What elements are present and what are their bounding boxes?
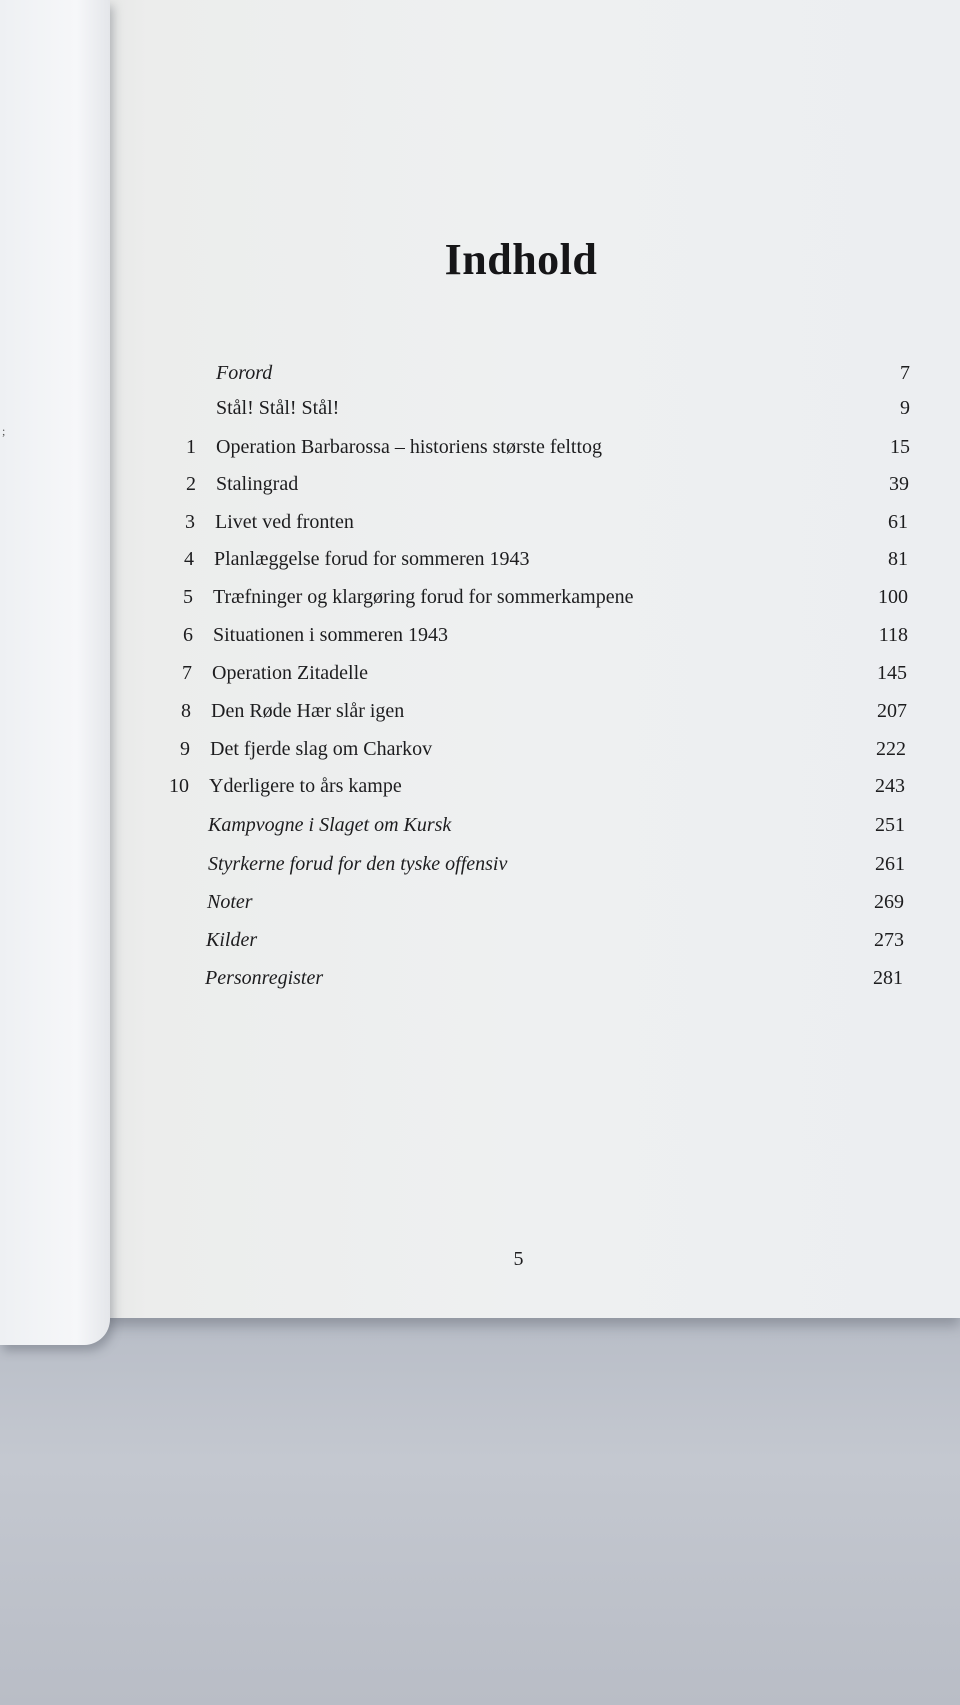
toc-page-number: 281 bbox=[873, 967, 903, 989]
toc-entry bbox=[169, 771, 905, 801]
toc-chapter-number: 7 bbox=[182, 662, 192, 684]
toc-chapter-title: Planlæggelse forud for sommeren 1943 bbox=[214, 548, 530, 570]
toc-page-number: 15 bbox=[890, 436, 910, 458]
toc-page-number: 145 bbox=[877, 662, 907, 684]
page-title: Indhold bbox=[444, 235, 598, 285]
toc-entry bbox=[176, 358, 910, 388]
toc-page-number: 61 bbox=[888, 511, 908, 533]
toc-entry bbox=[174, 544, 908, 574]
toc-entry bbox=[173, 582, 908, 612]
toc-chapter-title: Stalingrad bbox=[216, 473, 299, 495]
toc-page-number: 100 bbox=[878, 586, 908, 608]
toc-page-number: 81 bbox=[888, 548, 908, 570]
table-surface bbox=[0, 1300, 960, 1705]
toc-chapter-number: 6 bbox=[183, 624, 193, 646]
toc-chapter-title: Livet ved fronten bbox=[215, 511, 354, 533]
left-page-mark: ; bbox=[2, 424, 6, 438]
toc-chapter-number: 10 bbox=[169, 775, 189, 797]
toc-chapter-number: 1 bbox=[186, 436, 196, 458]
toc-chapter-number: 5 bbox=[183, 586, 193, 608]
page-number: 5 bbox=[513, 1248, 524, 1270]
toc-entry bbox=[176, 432, 910, 462]
toc-chapter-number: 4 bbox=[184, 548, 194, 570]
toc-page-number: 39 bbox=[889, 473, 909, 495]
toc-chapter-title: Træfninger og klargøring forud for sommerkampene bbox=[213, 586, 634, 608]
toc-chapter-title: Yderligere to års kampe bbox=[209, 775, 402, 797]
toc-entry bbox=[168, 849, 905, 879]
toc-entry bbox=[165, 963, 903, 993]
toc-page-number: 261 bbox=[875, 853, 905, 875]
toc-chapter-number: 8 bbox=[181, 700, 191, 722]
toc-chapter-title: Noter bbox=[207, 891, 253, 913]
toc-entry bbox=[170, 734, 906, 764]
toc-entry bbox=[168, 810, 905, 840]
toc-chapter-title: Situationen i sommeren 1943 bbox=[213, 624, 448, 646]
toc-entry bbox=[171, 696, 907, 726]
toc-chapter-title: Personregister bbox=[205, 967, 324, 989]
toc-chapter-title: Kilder bbox=[206, 929, 258, 951]
toc-chapter-title: Styrkerne forud for den tyske offensiv bbox=[208, 853, 508, 875]
toc-entry bbox=[167, 887, 904, 917]
toc-page-number: 9 bbox=[900, 397, 910, 419]
toc-page-number: 7 bbox=[900, 362, 910, 384]
toc-chapter-title: Kampvogne i Slaget om Kursk bbox=[208, 814, 452, 836]
toc-page-number: 273 bbox=[874, 929, 904, 951]
left-page bbox=[0, 0, 110, 1345]
toc-page-number: 207 bbox=[877, 700, 907, 722]
toc-page-number: 222 bbox=[876, 738, 906, 760]
toc-page-number: 251 bbox=[875, 814, 905, 836]
toc-entry bbox=[173, 620, 908, 650]
toc-page-number: 269 bbox=[874, 891, 904, 913]
toc-chapter-title: Operation Zitadelle bbox=[212, 662, 369, 684]
toc-chapter-number: 2 bbox=[186, 473, 196, 495]
toc-chapter-title: Forord bbox=[216, 362, 273, 384]
toc-entry bbox=[172, 658, 907, 688]
toc-entry bbox=[175, 507, 908, 537]
toc-chapter-title: Det fjerde slag om Charkov bbox=[210, 738, 433, 760]
toc-chapter-title: Operation Barbarossa – historiens største felttog bbox=[216, 436, 603, 458]
toc-entry bbox=[166, 925, 904, 955]
toc-entry bbox=[176, 393, 910, 423]
toc-chapter-title: Den Røde Hær slår igen bbox=[211, 700, 405, 722]
page-content bbox=[96, 0, 960, 1318]
toc-chapter-number: 9 bbox=[180, 738, 190, 760]
toc-page-number: 118 bbox=[878, 624, 908, 646]
toc-entry bbox=[176, 469, 909, 499]
toc-chapter-title: Stål! Stål! Stål! bbox=[216, 397, 340, 419]
toc-page-number: 243 bbox=[875, 775, 905, 797]
toc-chapter-number: 3 bbox=[185, 511, 195, 533]
